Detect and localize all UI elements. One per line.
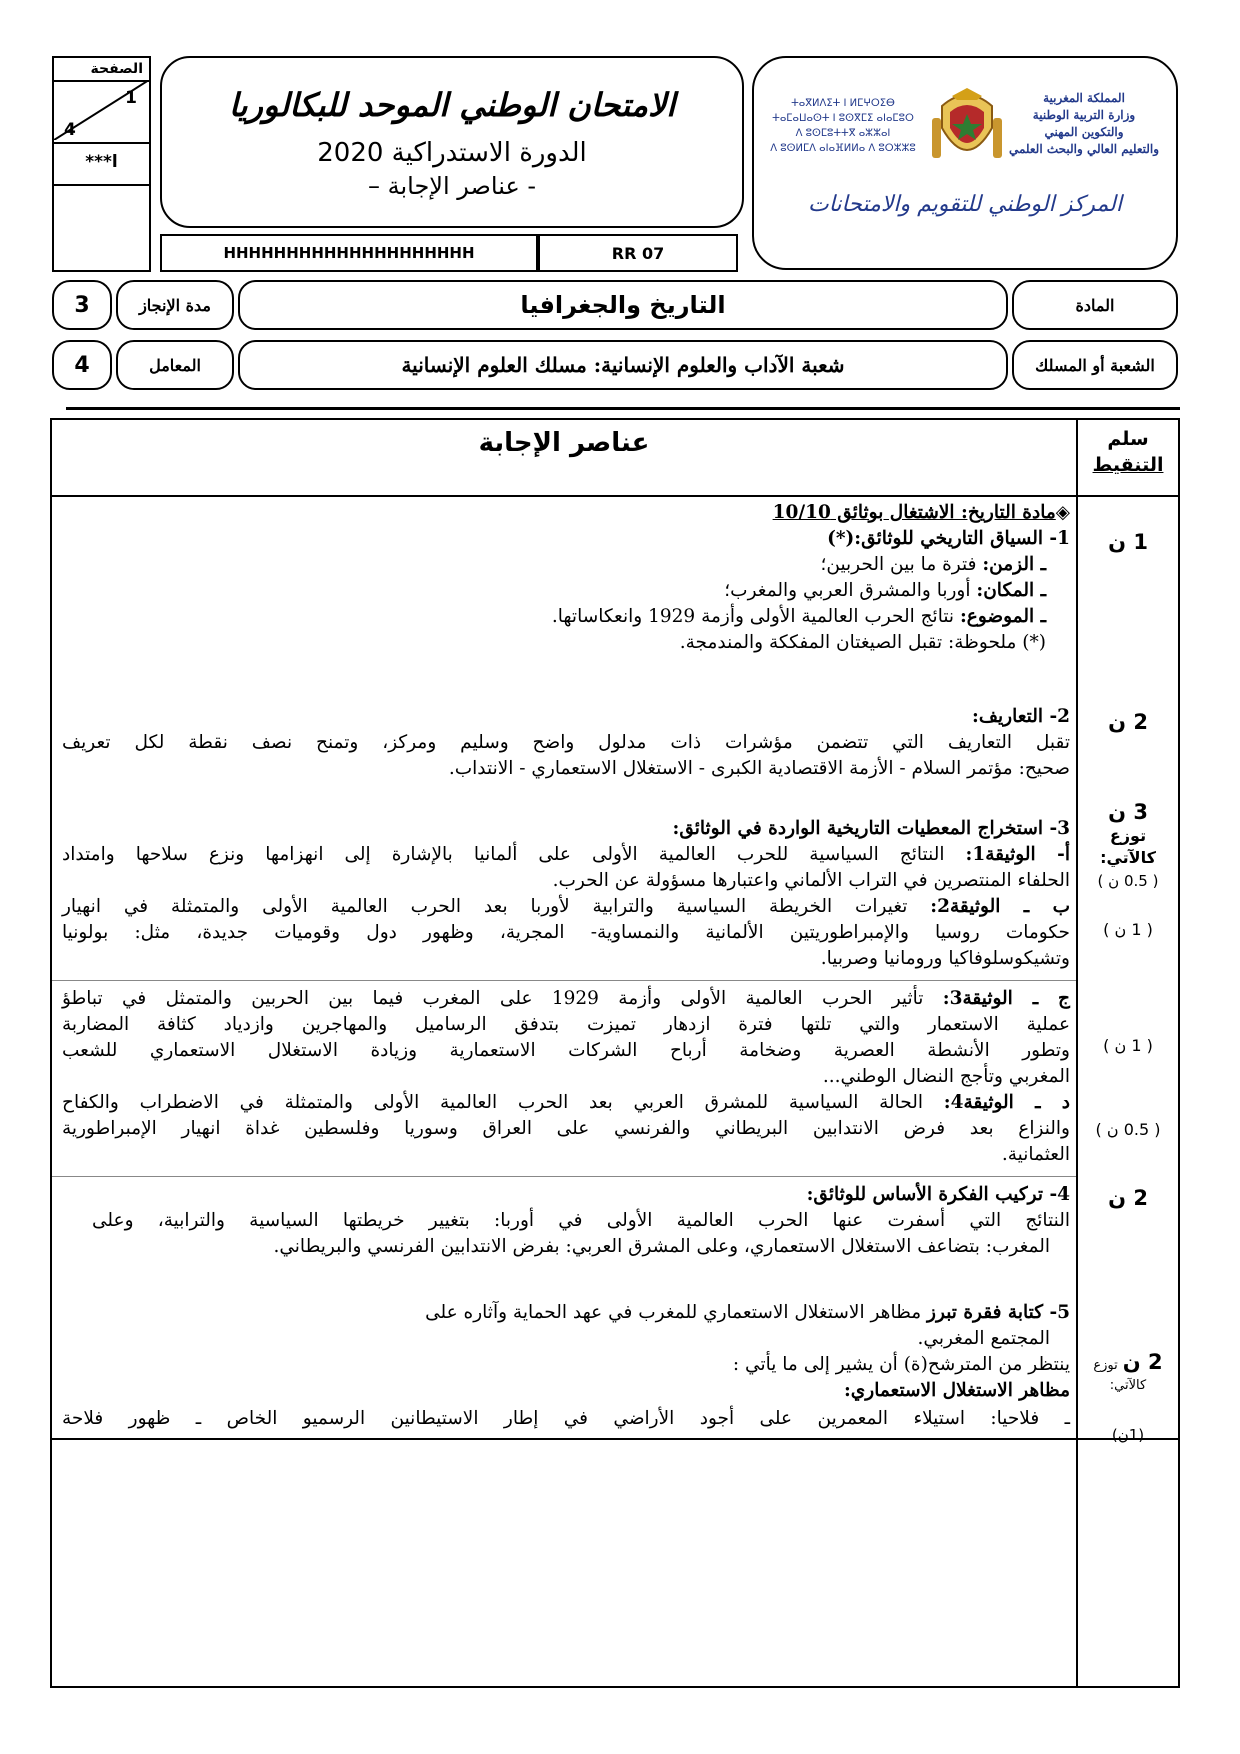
ministry-line: والتعليم العالي والبحث العلمي [1008, 142, 1160, 156]
q1-place: ـ المكان: أوربا والمشرق العربي والمغرب؛ [724, 580, 1046, 601]
answers-column-header: عناصر الإجابة [478, 428, 650, 458]
exam-title-box [160, 56, 744, 228]
q5-line-2: المجتمع المغربي. [917, 1328, 1050, 1349]
q1-time: ـ الزمن: فترة ما بين الحربين؛ [820, 554, 1046, 575]
q3b-line-1: ب ـ الوثيقة2: تغيرات الخريطة السياسية والترابية لأوربا بعد الحرب العالمية الأولى والمتمثلة في انهيار [62, 896, 1070, 917]
score-q3-dist-1: توزع [1109, 826, 1147, 845]
q3b-line-3: وتشيكوسلوفاكيا ورومانيا وصربيا. [820, 948, 1070, 969]
ministry-line: المملكة المغربية [1043, 91, 1125, 105]
ministry-tifinagh-block [768, 96, 918, 156]
tifinagh-line: ⴷ ⵓⵙⵎⵓⵜⵜⴳ ⴰⵣⵣⴰⵏ [795, 128, 891, 139]
exam-session: الدورة الاستدراكية 2020 [317, 138, 587, 168]
page-total: 4 [64, 120, 76, 140]
page-code: ***ا [85, 152, 118, 172]
q1-note: (*) ملحوظة: تقبل الصيغتان المفككة والمندمجة. [679, 632, 1046, 653]
q3c-line-3: وتطور الأنشطة العصرية وضخامة أرباح الشركات الاستعمارية وزيادة الاستغلال الاستعماري للشعب [62, 1040, 1070, 1061]
q5-line-1: 5- كتابة فقرة تبرز مظاهر الاستغلال الاستعماري للمغرب في عهد الحماية وآثاره على [425, 1302, 1070, 1323]
q3a-line-2: الحلفاء المنتصرين في التراب الألماني واعتبارها مسؤولة عن الحرب. [552, 870, 1070, 891]
exam-code-right: RR 07 [538, 234, 738, 272]
coef-label: المعامل [116, 340, 234, 390]
q3a-line-1: أ- الوثيقة1: النتائج السياسية للحرب العالمية الأولى على ألمانيا بالإشارة إلى انهزامها ونزع سلاحها وامتداد [62, 844, 1071, 865]
score-q5-dist-2: كالآتي: [1109, 1378, 1147, 1393]
subject-label: المادة [1012, 280, 1178, 330]
q3c-line-1: ج ـ الوثيقة3: تأثير الحرب العالمية الأولى وأزمة 1929 على المغرب فيما بين الحربين والمتمثل في تباطؤ [62, 988, 1070, 1009]
score-q3c: ( 1 ن ) [1103, 1036, 1153, 1055]
score-q5a: (1ن) [1111, 1426, 1145, 1444]
q3c-line-4: المغربي وتأجج النضال الوطني... [822, 1066, 1070, 1087]
page-box-mid-divider [54, 142, 149, 144]
q2-line-2: صحيح: مؤتمر السلام - الأزمة الاقتصادية الكبرى - الاستغلال الاستعماري - الانتداب. [448, 758, 1070, 779]
header-separator [66, 407, 1180, 410]
track-label: الشعبة أو المسلك [1012, 340, 1178, 390]
score-q5: 2 ن توزع [1093, 1350, 1163, 1374]
score-q4: 2 ن [1108, 1186, 1148, 1210]
q2-line-1: تقبل التعاريف التي تتضمن مؤشرات ذات مدلول واضح وسليم ومركز، وتمنح نصف نقطة لكل تعريف [62, 732, 1070, 753]
q3c-line-2: عملية الاستعمار والتي تلتها فترة ازدهار تميزت بتدفق الرساميل والمهاجرين وازدياد كثافة المضاربة [62, 1014, 1070, 1035]
score-q1: 1 ن [1108, 530, 1148, 554]
ministry-box [752, 56, 1178, 270]
diamond-icon: ◈ [1055, 502, 1070, 523]
q4-divider [52, 1176, 1076, 1177]
duration-label: مدة الإنجاز [116, 280, 234, 330]
q1-topic: ـ الموضوع: نتائج الحرب العالمية الأولى وأزمة 1929 وانعكاساتها. [551, 606, 1046, 627]
duration-value: 3 [52, 280, 112, 330]
tifinagh-line: ⴷ ⵓⵙⵍⵎⴷ ⴰⵏⴰⴼⵍⵍⴰ ⴷ ⵓⵔⵣⵣⵓ [770, 143, 916, 154]
table-header-divider [52, 495, 1178, 497]
page-number-box [52, 56, 151, 272]
page-label: الصفحة [90, 61, 143, 77]
coef-value: 4 [52, 340, 112, 390]
q4-line-2: المغرب: بتضاعف الاستغلال الاستعماري، وعلى المشرق العربي: بفرض الانتدابين الفرنسي والبريطاني. [273, 1236, 1050, 1257]
q3d-line-2: والنزاع بعد فرض الانتدابين البريطاني والفرنسي على العراق وسوريا وفلسطين غداة انهيار الإمبراطورية [62, 1118, 1070, 1139]
page-current: 1 [125, 88, 137, 108]
coat-of-arms-icon [932, 88, 1002, 172]
score-q3a: ( 0.5 ن ) [1097, 872, 1159, 890]
ministry-center-name: المركز الوطني للتقويم والامتحانات [808, 192, 1122, 217]
score-q3-dist-2: كالآتي: [1100, 848, 1156, 867]
exam-main-title: الامتحان الوطني الموحد للبكالوريا [228, 86, 676, 124]
scale-column-header [1078, 426, 1178, 478]
subject-value: التاريخ والجغرافيا [238, 280, 1008, 330]
q5-line-5: ـ فلاحيا: استيلاء المعمرين على أجود الأراضي في إطار الاستيطانين الرسميو الخاص ـ ظهور فلاحة [62, 1408, 1070, 1429]
ministry-line: وزارة التربية الوطنية [1032, 108, 1136, 122]
q3d-line-1: د ـ الوثيقة4: الحالة السياسية للمشرق العربي بعد الحرب العالمية الأولى والمتمثلة في الاضطراب والكفاح [62, 1092, 1070, 1113]
q1-title: 1- السياق التاريخي للوثائق:(*) [827, 528, 1070, 549]
ministry-line: والتكوين المهني [1044, 125, 1124, 139]
q3b-line-2: حكومات روسيا والإمبراطوريتين الألمانية والنمساوية- المجرية، وظهور دول وقوميات جديدة، مثل: بولونيا [62, 922, 1070, 943]
page-box-low-divider [54, 184, 149, 186]
tifinagh-line: ⵜⴰⴳⵍⴷⵉⵜ ⵏ ⵍⵎⵖⵔⵉⴱ [791, 98, 895, 109]
q4-title: 4- تركيب الفكرة الأساس للوثائق: [806, 1184, 1070, 1205]
exam-subtitle: - عناصر الإجابة – [367, 172, 537, 200]
score-q3d: ( 0.5 ن ) [1095, 1120, 1161, 1139]
score-q3: 3 ن [1108, 800, 1148, 824]
q3-title: 3- استخراج المعطيات التاريخية الواردة في الوثائق: [672, 818, 1070, 839]
q5-line-4: مظاهر الاستغلال الاستعماري: [843, 1380, 1070, 1401]
score-q2: 2 ن [1108, 710, 1148, 734]
scale-header-line-2: التنقيط [1092, 454, 1164, 476]
q3c-divider [52, 980, 1076, 981]
score-q3b: ( 1 ن ) [1103, 920, 1153, 939]
q4-line-1: النتائج التي أسفرت عنها الحرب العالمية الأولى في أوربا: بتغيير خريطتها السياسية والترابية، وعلى [92, 1210, 1070, 1231]
scale-header-line-1: سلم [1107, 428, 1149, 450]
ministry-arabic-block [1004, 90, 1164, 158]
exam-code-left: HHHHHHHHHHHHHHHHHHHH [160, 234, 538, 272]
q2-title: 2- التعاريف: [972, 706, 1070, 727]
q5-line-3: ينتظر من المترشح(ة) أن يشير إلى ما يأتي : [732, 1354, 1070, 1375]
tifinagh-line: ⵜⴰⵎⴰⵡⴰⵙⵜ ⵏ ⵓⵙⴳⵎⵉ ⴰⵏⴰⵎⵓⵔ [772, 113, 914, 124]
track-value: شعبة الآداب والعلوم الإنسانية: مسلك العلوم الإنسانية [238, 340, 1008, 390]
page-bottom-frame [50, 1436, 1180, 1688]
q3d-line-3: العثمانية. [1001, 1144, 1070, 1165]
section-title: ◈مادة التاريخ: الاشتغال بوثائق 10/10 [772, 502, 1070, 523]
